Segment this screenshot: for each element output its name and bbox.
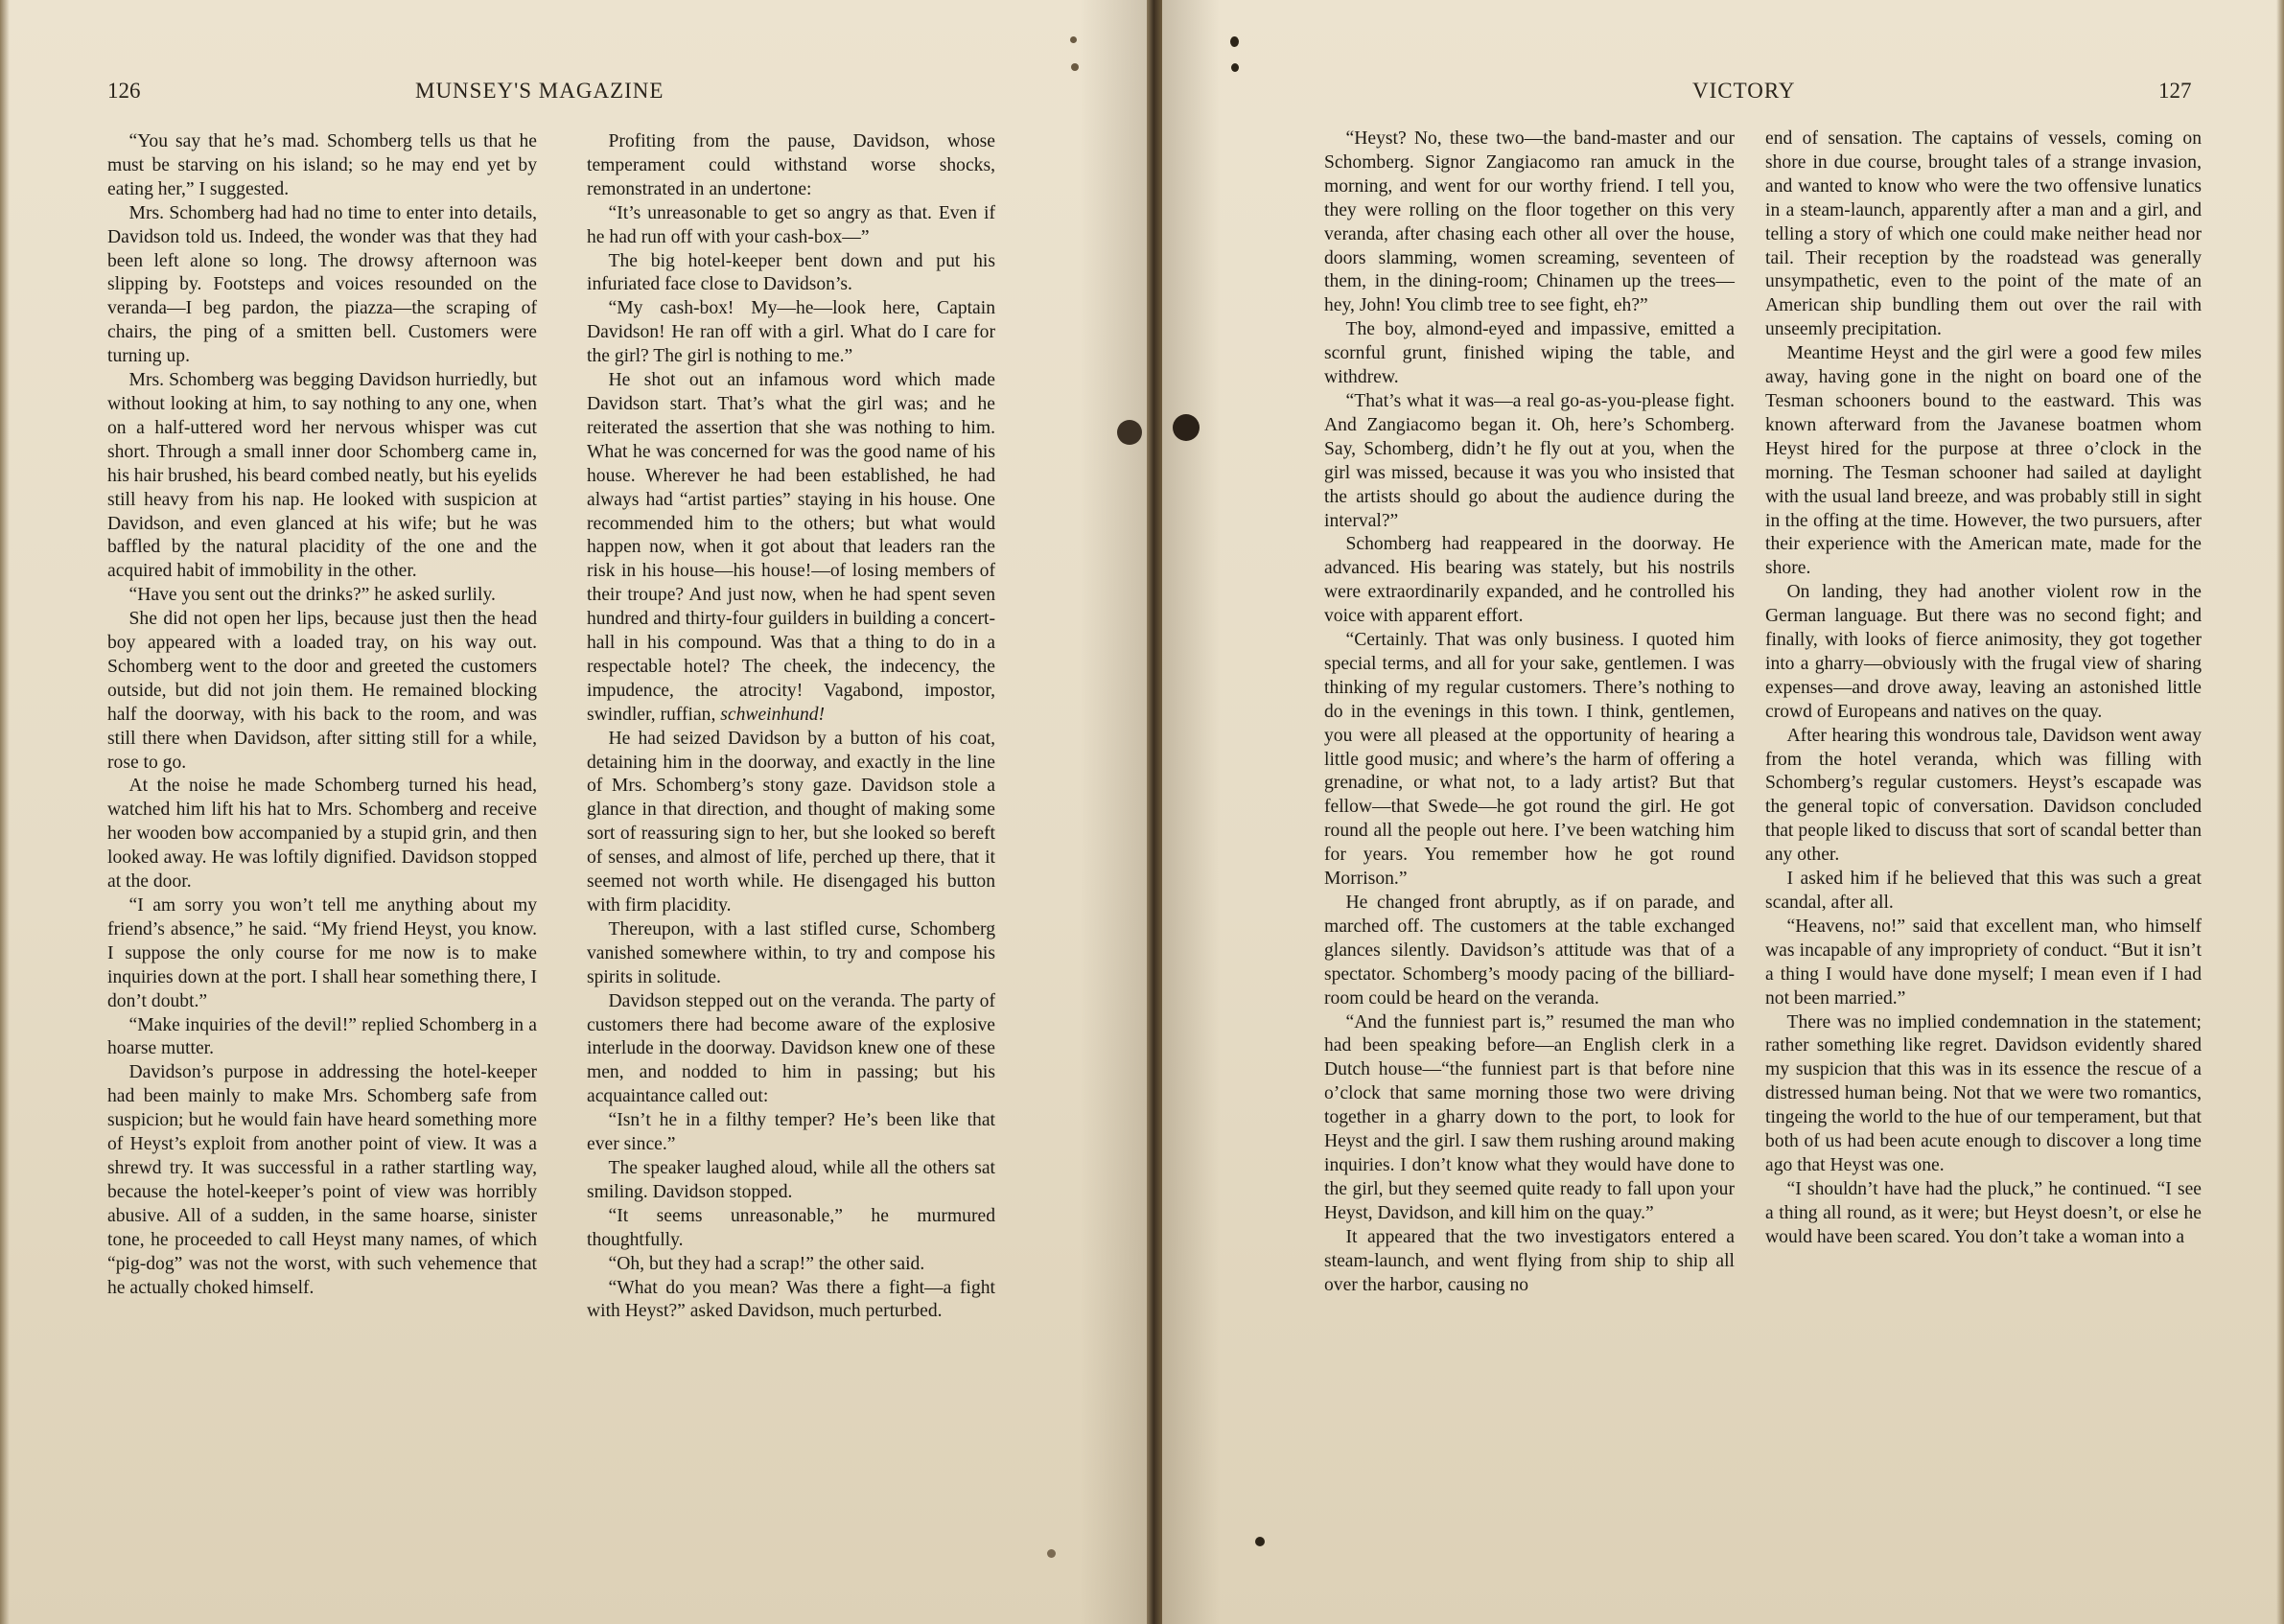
right-page: [1162, 0, 2284, 1624]
book-gutter: [1147, 0, 1162, 1624]
paragraph: “It’s unreasonable to get so angry as that. Even if he had run off with your cash-box—”: [587, 202, 995, 247]
paragraph: The boy, almond-eyed and impassive, emitted a scornful grunt, finished wiping the table, and withdrew.: [1324, 319, 1735, 388]
paragraph: There was no implied condemnation in the statement; rather something like regret. Davidson evidently shared my suspicion that this was in its essence the rescue of a distressed human being. Not that we were two romantics, tingeing the world to the hue of our temperament, but that both of us had been acute enough to discover a long time ago that Heyst was one.: [1765, 1011, 2202, 1175]
paragraph: On landing, they had another violent row in the German language. But there was no second fight; and finally, with looks of fierce animosity, they got together into a gharry—obviously with the frugal view of sharing expenses—and drove away, leaving an astonished little crowd of Europeans and natives on the quay.: [1765, 582, 2202, 722]
paragraph: “It seems unreasonable,” he murmured thoughtfully.: [587, 1205, 995, 1250]
text-column: [107, 130, 537, 1300]
paragraph: It appeared that the two investigators entered a steam-launch, and went flying from ship to ship all over the harbor, causing no: [1324, 1226, 1735, 1295]
paragraph: “Oh, but they had a scrap!” the other said.: [608, 1253, 925, 1274]
paragraph: “What do you mean? Was there a fight—a fight with Heyst?” asked Davidson, much perturbed.: [587, 1277, 995, 1322]
paragraph-text: He shot out an infamous word which made Davidson start. That’s what the girl was; and he reiterated the assertion that she was nothing to him. What he was concerned for was the good name of his house. Wherever he had been established, he had always had “artist parties” staying in his house. One recommended him to the others; but what would happen now, when it got about that leaders ran the risk in his house—his house!—of losing members of their troupe? And just now, when he had spent seven hundred and thirty-four guilders in building a concert-hall in his compound. Was that a thing to do in a respectable hotel? The cheek, the indecency, the impudence, the atrocity! Vagabond, impostor, swindler, ruffian,: [587, 370, 995, 725]
paragraph: Davidson’s purpose in addressing the hotel-keeper had been mainly to make Mrs. Schomberg safe from suspicion; but he would fain have heard something more of Heyst’s exploit from another point of view. It was a shrewd try. It was successful in a rather startling way, because the hotel-keeper’s point of view was horribly abusive. All of a sudden, in the same hoarse, sinister tone, he proceeded to call Heyst many names, of which “pig-dog” was not the worst, with such vehemence that he actually choked himself.: [107, 1062, 537, 1298]
italic-word: schweinhund!: [720, 704, 826, 725]
paragraph: “I am sorry you won’t tell me anything about my friend’s absence,” he said. “My friend Heyst, you know. I suppose the only course for me now is to make inquiries down at the port. I shall hear something there, I don’t doubt.”: [107, 895, 537, 1011]
paragraph: “You say that he’s mad. Schomberg tells us that he must be starving on his island; so he may end yet by eating her,” I suggested.: [107, 131, 537, 199]
paragraph: “Have you sent out the drinks?” he asked surlily.: [128, 585, 496, 606]
running-head: VICTORY: [1692, 79, 1796, 103]
paragraph: The big hotel-keeper bent down and put his infuriated face close to Davidson’s.: [587, 250, 995, 295]
paragraph: Mrs. Schomberg was begging Davidson hurriedly, but without looking at him, to say nothing to any one, when on a half-uttered word her nervous whisper was cut short. Through a small inner door Schomberg came in, his hair brushed, his beard combed neatly, but his eyelids still heavy from his nap. He looked with suspicion at Davidson, and even glanced at his wife; but he was baffled by the natural placidity of the one and the acquired habit of immobility in the other.: [107, 370, 537, 582]
paragraph: end of sensation. The captains of vessels, coming on shore in due course, brought tales of a strange invasion, and wanted to know who were the two offensive lunatics in a steam-launch, apparently after a man and a girl, and telling a story of which one could make neither head nor tail. Their reception by the roadstead was generally unsympathetic, even to the point of the mate of an American ship bundling them out over the rail with unseemly precipitation.: [1765, 128, 2202, 340]
paragraph: Thereupon, with a last stifled curse, Schomberg vanished somewhere within, to try and compose his spirits in solitude.: [587, 918, 995, 987]
paragraph: “My cash-box! My—he—look here, Captain Davidson! He ran off with a girl. What do I care for the girl? The girl is nothing to me.”: [587, 298, 995, 367]
page-number: 127: [2158, 79, 2192, 103]
paragraph: I asked him if he believed that this was such a great scandal, after all.: [1765, 869, 2202, 913]
text-column: [1765, 128, 2202, 1250]
paragraph: He changed front abruptly, as if on parade, and marched off. The customers at the table exchanged glances silently. Davidson’s attitude was that of a spectator. Schomberg’s moody pacing of the billiard-room could be heard on the veranda.: [1324, 893, 1735, 1009]
paragraph: Meantime Heyst and the girl were a good few miles away, having gone in the night on board one of the Tesman schooners bound to the eastward. This was known afterward from the Javanese boatmen whom Heyst hired for the purpose at three o’clock in the morning. The Tesman schooner had sailed at daylight with the usual land breeze, and was probably still in sight in the offing at the time. However, the two pursuers, after their experience with the American mate, made for the shore.: [1765, 343, 2202, 579]
page-number: 126: [107, 79, 141, 103]
paragraph: “Heyst? No, these two—the band-master and our Schomberg. Signor Zangiacomo ran amuck in the morning, and went for our worthy friend. I tell you, they were rolling on the floor together on this very veranda, after chasing each other all over the house, doors slamming, women screaming, seventeen of them, in the dining-room; Chinamen up the trees—hey, John! You climb tree to see fight, eh?”: [1324, 128, 1735, 316]
text-column: [587, 130, 995, 1324]
running-head: MUNSEY'S MAGAZINE: [415, 79, 664, 103]
paragraph: Mrs. Schomberg had had no time to enter into details, Davidson told us. Indeed, the wonder was that they had been left alone so long. The drowsy afternoon was slipping by. Footsteps and voices resounded on the veranda—I beg pardon, the piazza—the scraping of chairs, the ping of a smitten bell. Customers were turning up.: [107, 202, 537, 367]
page-edge: [0, 0, 10, 1624]
paragraph: Profiting from the pause, Davidson, whose temperament could withstand worse shocks, remonstrated in an undertone:: [587, 131, 995, 199]
paragraph: He had seized Davidson by a button of his coat, detaining him in the doorway, and exactly in the line of Mrs. Schomberg’s stony gaze. Davidson stole a glance in that direction, and thought of making some sort of reassuring sign to her, but she looked so bereft of senses, and almost of life, perched up there, that it seemed not worth while. He disengaged his button with firm placidity.: [587, 728, 995, 916]
paragraph: At the noise he made Schomberg turned his head, watched him lift his hat to Mrs. Schomberg and receive her wooden bow accompanied by a stupid grin, and then looked away. He was loftily dignified. Davidson stopped at the door.: [107, 776, 537, 893]
paragraph: “And the funniest part is,” resumed the man who had been speaking before—an English clerk in a Dutch house—“the funniest part is that before nine o’clock that same morning those two were driving together in a gharry down to the port, to look for Heyst and the girl. I saw them rushing around making inquiries. I don’t know what they would have done to the girl, but they seemed quite ready to fall upon your Heyst, Davidson, and kill him on the quay.”: [1324, 1011, 1735, 1223]
paragraph: “Make inquiries of the devil!” replied Schomberg in a hoarse mutter.: [107, 1014, 537, 1059]
paragraph: “Heavens, no!” said that excellent man, who himself was incapable of any impropriety of conduct. “But it isn’t a thing I would have done myself; I mean even if I had not been married.”: [1765, 916, 2202, 1009]
paragraph: Schomberg had reappeared in the doorway. He advanced. His bearing was stately, but his nostrils were extraordinarily expanded, and he controlled his voice with apparent effort.: [1324, 534, 1735, 627]
paragraph: After hearing this wondrous tale, Davidson went away from the hotel veranda, which was filling with Schomberg’s regular customers. Heyst’s escapade was the general topic of conversation. Davidson concluded that people liked to discuss that sort of scandal better than any other.: [1765, 725, 2202, 866]
paragraph: “Certainly. That was only business. I quoted him special terms, and all for your sake, gentlemen. I was thinking of my regular customers. There’s nothing to do in the evenings in this town. I think, gentlemen, you were all pleased at the opportunity of hearing a little good music; and where’s the harm of offering a grenadine, or what not, to a lady artist? But that fellow—that Swede—he got round the girl. He got round all the people out here. I’ve been watching him for years. You remember how he got round Morrison.”: [1324, 630, 1735, 890]
paragraph: “Isn’t he in a filthy temper? He’s been like that ever since.”: [587, 1110, 995, 1155]
paragraph: The speaker laughed aloud, while all the others sat smiling. Davidson stopped.: [587, 1157, 995, 1202]
text-column: [1324, 128, 1735, 1297]
paragraph: [587, 369, 995, 728]
paragraph: “That’s what it was—a real go-as-you-please fight. And Zangiacomo began it. Oh, here’s Schomberg. Say, Schomberg, didn’t he fly out at you, when the girl was missed, because it was you who insisted that the artists should go about the audience during the interval?”: [1324, 390, 1735, 531]
paragraph: Davidson stepped out on the veranda. The party of customers there had become aware of the explosive interlude in the doorway. Davidson knew one of these men, and nodded to him in passing; but his acquaintance called out:: [587, 990, 995, 1107]
paragraph: “I shouldn’t have had the pluck,” he continued. “I see a thing all round, as it were; but Heyst doesn’t, or else he would have been scared. You don’t take a woman into a: [1765, 1178, 2202, 1247]
page-edge: [2276, 0, 2284, 1624]
paragraph: She did not open her lips, because just then the head boy appeared with a loaded tray, on his way out. Schomberg went to the door and greeted the customers outside, but did not join them. He remained blocking half the doorway, with his back to the room, and was still there when Davidson, after sitting still for a while, rose to go.: [107, 609, 537, 773]
